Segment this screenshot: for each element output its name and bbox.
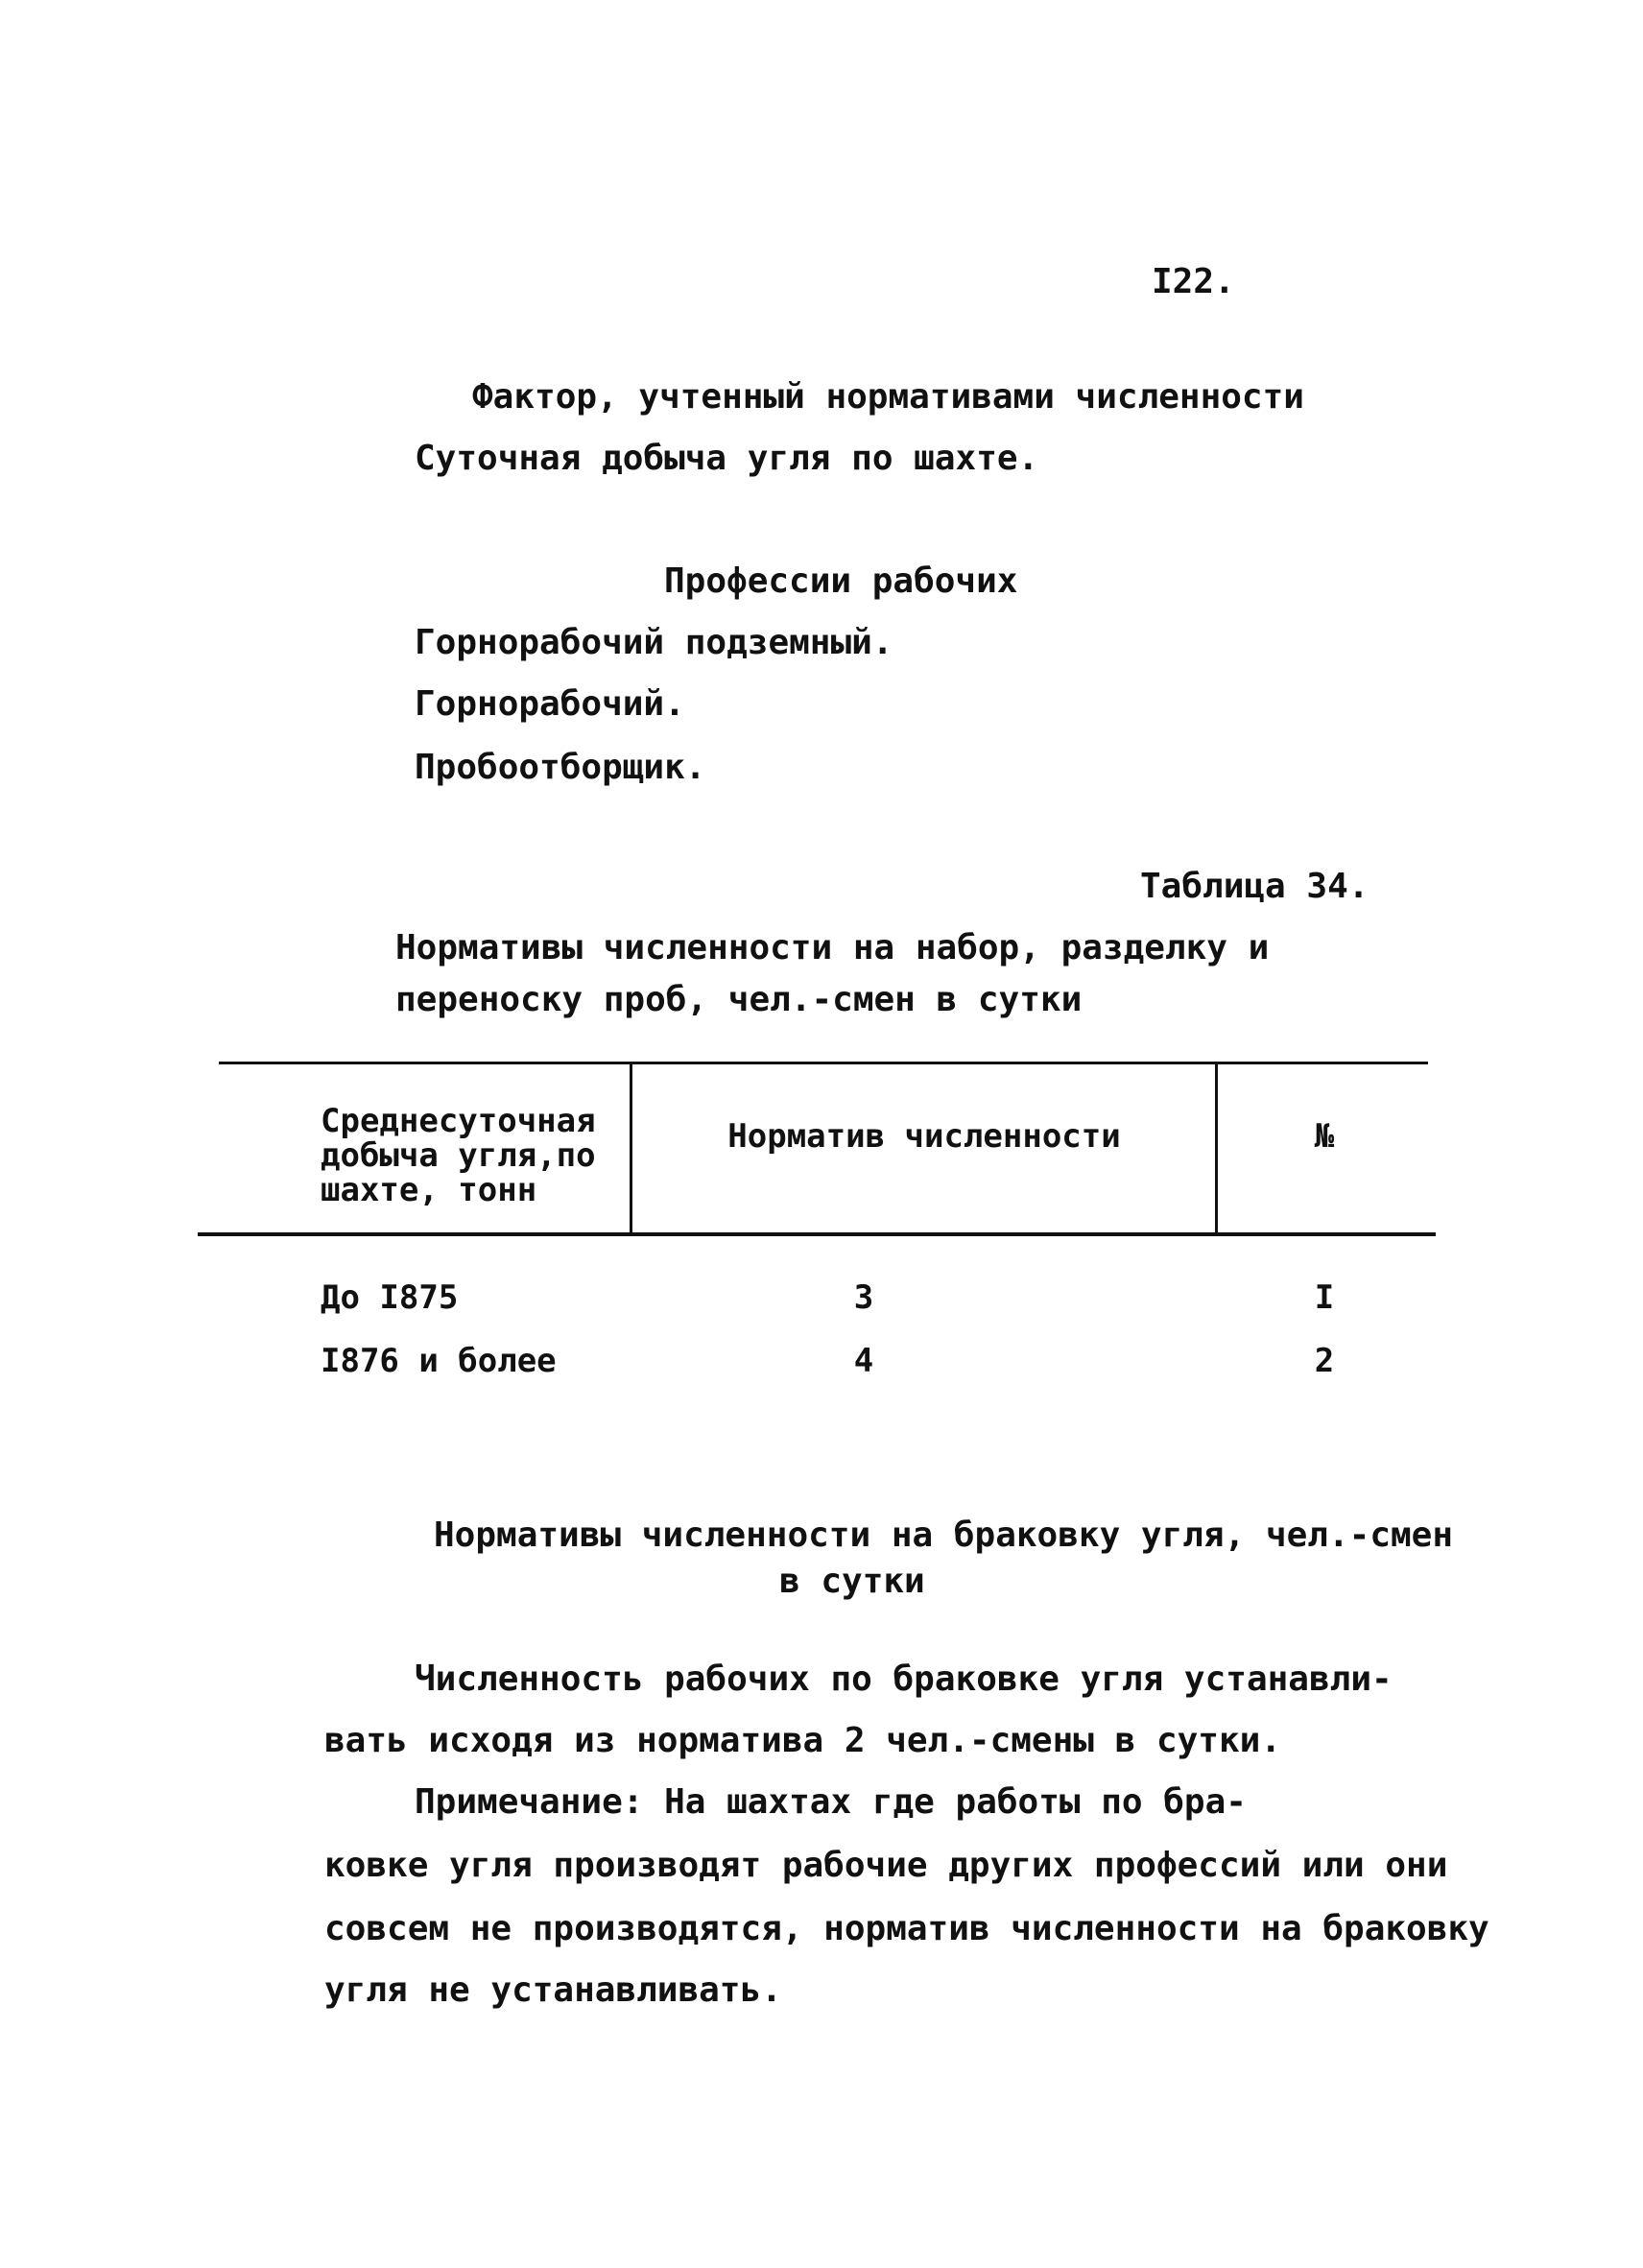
profession-item: Горнорабочий.: [415, 684, 685, 724]
table-caption: переноску проб, чел.-смен в сутки: [395, 980, 1083, 1019]
factor-text: Суточная добыча угля по шахте.: [415, 439, 1039, 478]
section2-paragraph: вать исходя из норматива 2 чел.-смены в сутки.: [324, 1721, 1281, 1760]
header-col2: Норматив численности: [727, 1117, 1121, 1156]
section2-heading: в сутки: [779, 1562, 925, 1601]
section2-paragraph: Численность рабочих по браковке угля устанавли-: [415, 1659, 1393, 1699]
note-text: Примечание: На шахтах где работы по бра-: [415, 1782, 1247, 1822]
table-row-norm: 4: [853, 1342, 874, 1380]
table-top-rule: [219, 1062, 1428, 1064]
header-col1: [321, 1104, 596, 1207]
table-row-range: До I875: [321, 1278, 459, 1317]
table-header-rule: [198, 1232, 1436, 1236]
page-number: I22.: [1152, 262, 1235, 301]
table-label: Таблица 34.: [1140, 867, 1369, 906]
table-row-norm: 3: [853, 1278, 874, 1317]
note-text: ковке угля производят рабочие других профессий или они: [324, 1846, 1448, 1885]
profession-item: Пробоотборщик.: [415, 748, 706, 787]
table-caption: Нормативы численности на набор, разделку и: [395, 928, 1270, 967]
section2-heading: Нормативы численности на браковку угля, чел.-смен: [434, 1516, 1454, 1555]
table-column-divider: [630, 1063, 632, 1234]
header-col1-line: добыча угля,по: [321, 1136, 596, 1175]
note-text: совсем не производятся, норматив численности на браковку: [324, 1909, 1489, 1948]
header-col3: №: [1314, 1117, 1335, 1156]
factor-heading: Фактор, учтенный нормативами численности: [472, 377, 1304, 417]
table-row-num: 2: [1314, 1342, 1335, 1380]
table-row-range: I876 и более: [321, 1342, 557, 1380]
header-col1-line: шахте, тонн: [321, 1171, 537, 1209]
note-text: угля не устанавливать.: [324, 1970, 782, 2010]
table-column-divider: [1215, 1063, 1218, 1234]
header-col1-line: Среднесуточная: [321, 1102, 596, 1140]
professions-heading: Профессии рабочих: [664, 561, 1018, 601]
profession-item: Горнорабочий подземный.: [415, 623, 893, 662]
table-row-num: I: [1314, 1278, 1335, 1317]
